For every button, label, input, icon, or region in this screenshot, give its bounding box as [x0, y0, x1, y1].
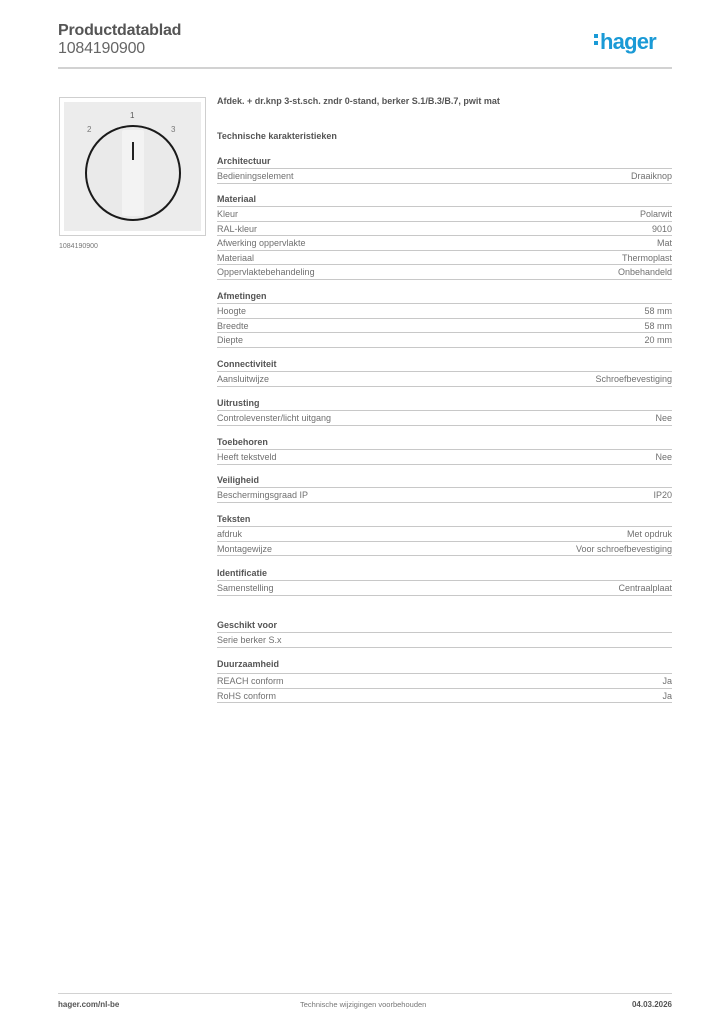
- spec-row: [217, 542, 672, 557]
- spec-row: [217, 251, 672, 266]
- spec-row: [217, 411, 672, 426]
- spec-value: Polarwit: [639, 209, 672, 219]
- spec-value: 9010: [651, 223, 672, 234]
- spec-label: RoHS conform: [217, 690, 277, 701]
- group-title: Connectiviteit: [217, 357, 672, 372]
- header-divider: [58, 67, 672, 69]
- spec-label: Oppervlaktebehandeling: [217, 267, 315, 277]
- cover-plate: [64, 102, 201, 231]
- logo-text: hager: [600, 29, 656, 54]
- spec-value: Thermoplast: [621, 252, 672, 263]
- group-title: Afmetingen: [217, 289, 672, 304]
- spec-value: Schroefbevestiging: [595, 374, 672, 384]
- group-title: Identificatie: [217, 566, 672, 581]
- section-title: Technische karakteristieken: [217, 131, 337, 141]
- group-title: Duurzaamheid: [217, 657, 672, 674]
- spec-label: Aansluitwijze: [217, 374, 270, 384]
- group-toebehoren: [217, 435, 672, 465]
- spec-value: IP20: [653, 490, 672, 500]
- spec-label: Breedte: [217, 320, 249, 331]
- spec-value: Nee: [655, 413, 672, 423]
- spec-row: [217, 222, 672, 237]
- spec-value: Draaiknop: [630, 171, 672, 181]
- spec-row: [217, 333, 672, 348]
- spec-row: [217, 372, 672, 387]
- group-geschikt-voor: [217, 618, 672, 648]
- spec-label: Heeft tekstveld: [217, 452, 277, 462]
- spec-value: Nee: [655, 452, 672, 462]
- group-title: Uitrusting: [217, 396, 672, 411]
- group-teksten: [217, 512, 672, 556]
- spec-row: [217, 581, 672, 596]
- group-architectuur: [217, 154, 672, 184]
- spec-row: [217, 633, 672, 648]
- image-caption: 1084190900: [59, 243, 98, 250]
- spec-row: [217, 169, 672, 184]
- rotary-knob-icon: [64, 102, 201, 231]
- group-title: Teksten: [217, 512, 672, 527]
- spec-label: afdruk: [217, 529, 243, 539]
- spec-row: [217, 527, 672, 542]
- spec-row: [217, 265, 672, 280]
- footer-date: 04.03.2026: [631, 1000, 672, 1009]
- spec-label: RAL-kleur: [217, 223, 258, 234]
- spec-label: Beschermingsgraad IP: [217, 490, 309, 500]
- spec-row: [217, 207, 672, 222]
- group-title: Materiaal: [217, 192, 672, 207]
- product-description: Afdek. + dr.knp 3-st.sch. zndr 0-stand, berker S.1/B.3/B.7, pwit mat: [217, 96, 500, 106]
- spec-row: [217, 674, 672, 689]
- group-title: Geschikt voor: [217, 618, 672, 633]
- spec-row: [217, 319, 672, 334]
- spec-value: Mat: [656, 238, 672, 248]
- spec-value: Ja: [662, 676, 672, 686]
- spec-row: [217, 689, 672, 704]
- svg-text:3: 3: [171, 125, 176, 134]
- spec-label: Afwerking oppervlakte: [217, 238, 306, 248]
- group-veiligheid: [217, 473, 672, 503]
- footer-divider: [58, 993, 672, 994]
- group-title: Veiligheid: [217, 473, 672, 488]
- spec-value: Onbehandeld: [617, 267, 672, 277]
- spec-label: Serie berker S.x: [217, 635, 282, 645]
- spec-value: Ja: [662, 690, 672, 701]
- group-identificatie: [217, 566, 672, 596]
- group-connectiviteit: [217, 357, 672, 387]
- spec-label: Hoogte: [217, 306, 247, 316]
- document-title: Productdatablad: [58, 22, 182, 39]
- spec-value: Voor schroefbevestiging: [575, 543, 672, 554]
- spec-row: [217, 236, 672, 251]
- spec-value: Centraalplaat: [618, 583, 672, 593]
- spec-label: Diepte: [217, 335, 244, 345]
- group-title: Toebehoren: [217, 435, 672, 450]
- spec-label: Controlevenster/licht uitgang: [217, 413, 332, 423]
- footer-website: hager.com/nl-be: [58, 1000, 120, 1009]
- spec-value: 58 mm: [644, 320, 672, 331]
- spec-value: 58 mm: [644, 306, 672, 316]
- group-uitrusting: [217, 396, 672, 426]
- spec-value: 20 mm: [644, 335, 672, 345]
- group-materiaal: [217, 192, 672, 280]
- spec-label: Montagewijze: [217, 543, 273, 554]
- hager-logo: [594, 29, 656, 55]
- svg-text:2: 2: [87, 125, 92, 134]
- group-afmetingen: [217, 289, 672, 348]
- spec-row: [217, 450, 672, 465]
- spec-label: Samenstelling: [217, 583, 274, 593]
- svg-text:1: 1: [130, 111, 135, 120]
- spec-label: Materiaal: [217, 252, 255, 263]
- spec-label: Kleur: [217, 209, 239, 219]
- spec-value: Met opdruk: [626, 529, 672, 539]
- group-duurzaamheid: [217, 657, 672, 703]
- logo-colon-icon: [594, 31, 598, 48]
- product-code: 1084190900: [58, 40, 145, 57]
- group-title: Architectuur: [217, 154, 672, 169]
- spec-label: Bedieningselement: [217, 171, 294, 181]
- spec-label: REACH conform: [217, 676, 284, 686]
- spec-row: [217, 304, 672, 319]
- spec-row: [217, 488, 672, 503]
- footer-disclaimer: Technische wijzigingen voorbehouden: [300, 1000, 427, 1009]
- product-image: [59, 97, 206, 236]
